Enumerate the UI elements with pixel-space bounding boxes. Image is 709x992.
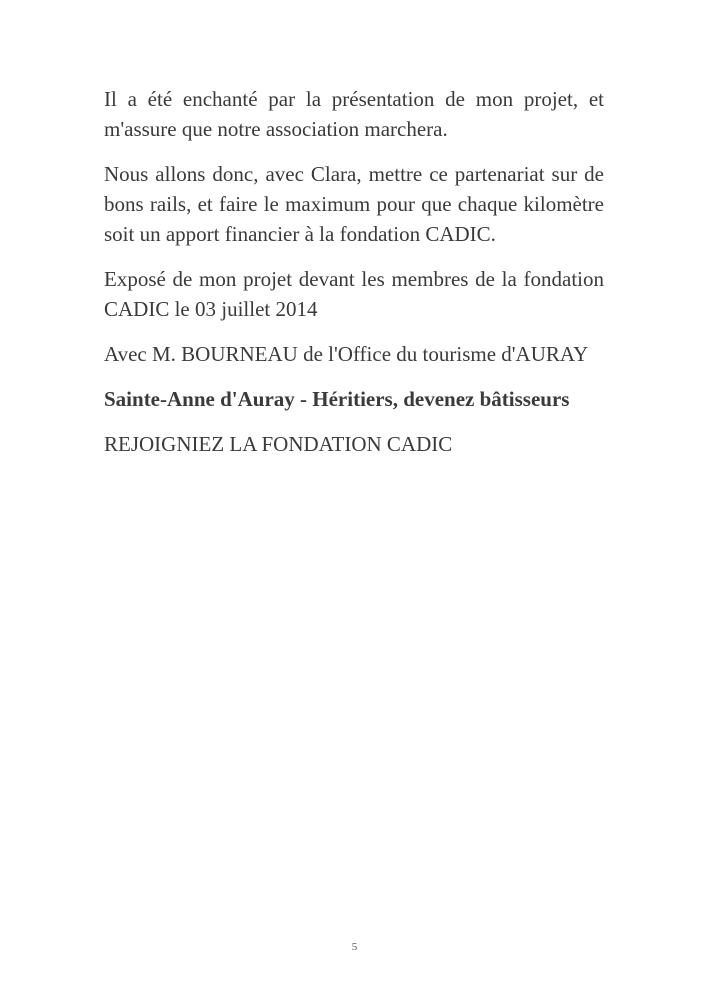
paragraph-expose-projet: Exposé de mon projet devant les membres de la fondation CADIC le 03 juillet 2014 — [104, 267, 604, 321]
paragraph-partenariat: Nous allons donc, avec Clara, mettre ce partenariat sur de bons rails, et faire le maximum pour que chaque kilomètre soit un apport financier à la fondation CADIC. — [104, 162, 604, 246]
paragraph-office-tourisme: Avec M. BOURNEAU de l'Office du tourisme d'AURAY — [104, 342, 589, 366]
document-body — [104, 84, 604, 474]
paragraph-sainte-anne-heading: Sainte-Anne d'Auray - Héritiers, devenez bâtisseurs — [104, 387, 570, 411]
paragraph-rejoigniez: REJOIGNIEZ LA FONDATION CADIC — [104, 432, 453, 456]
page-number: 5 — [351, 941, 358, 953]
paragraph-enchante: Il a été enchanté par la présentation de mon projet, et m'assure que notre association marchera. — [104, 87, 604, 141]
